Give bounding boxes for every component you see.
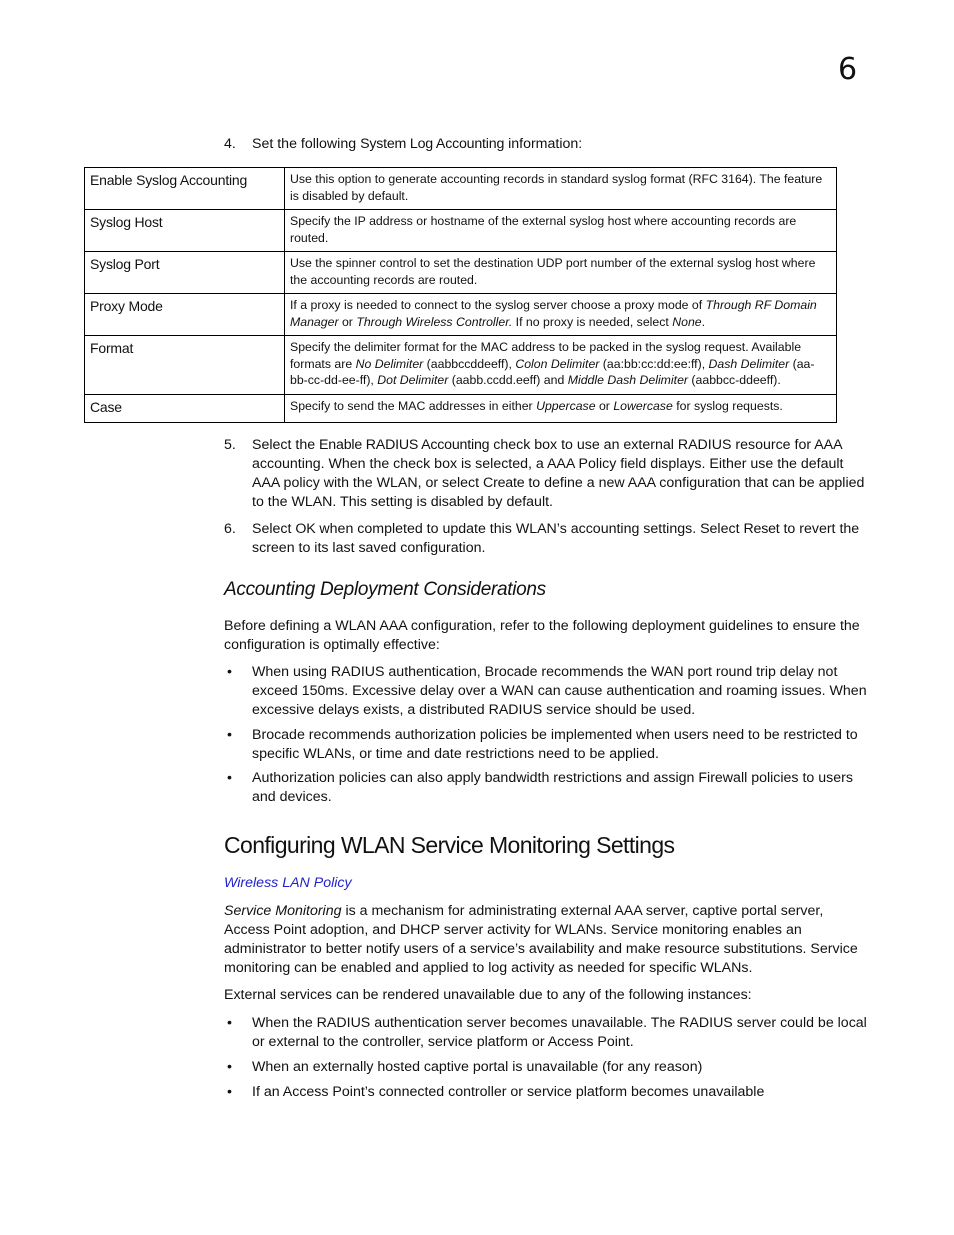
field-name: Format bbox=[85, 336, 285, 395]
list-item-text: Authorization policies can also apply bandwidth restrictions and assign Firewall policies to users and devices. bbox=[252, 770, 853, 805]
table-row bbox=[85, 210, 837, 252]
table-row bbox=[85, 294, 837, 336]
step-number: 6. bbox=[224, 521, 236, 537]
list-item-text: Brocade recommends authorization policies be implemented when users need to be restricted to specific WLANs, or time and date restrictions need to be applied. bbox=[252, 727, 858, 762]
field-description: Use the spinner control to set the destination UDP port number of the external syslog host where the accounting records are routed. bbox=[285, 252, 837, 294]
table-row bbox=[85, 252, 837, 294]
step-text bbox=[252, 520, 868, 558]
step-number: 4. bbox=[224, 136, 236, 152]
list-item-text: When an externally hosted captive portal is unavailable (for any reason) bbox=[252, 1059, 703, 1075]
field-description: Use this option to generate accounting records in standard syslog format (RFC 3164). The feature is disabled by default. bbox=[285, 168, 837, 210]
table-row bbox=[85, 395, 837, 423]
section-paragraph-1 bbox=[224, 902, 868, 978]
text-part: (aabbccddeeff), bbox=[423, 356, 516, 371]
step-text-part: to define a new AAA configuration that can be applied to the WLAN. This setting is disabled by default. bbox=[252, 475, 865, 510]
option-name: Through RF Domain Manager bbox=[290, 298, 817, 329]
field-name: Enable Syslog Accounting bbox=[85, 168, 285, 210]
text-part: (aabb.ccdd.eeff) and bbox=[448, 373, 568, 387]
text-part: . bbox=[701, 314, 706, 329]
text-part: (aabbcc-ddeeff). bbox=[688, 373, 781, 387]
paragraph-text: is a mechanism for administrating external AAA server, captive portal server, Access Point adoption, and DHCP server activity for WLANs. Service monitoring enables an administrator to better notify users of a service’s availability and make resource substitutions. Service monitoring can be enabled and applied to log activity as needed for specific WLANs. bbox=[224, 903, 858, 976]
step-text-part: check box to use an external RADIUS resource for AAA accounting. When the check box is selected, a AAA Policy field displays. Either use the default AAA policy with the WLAN, or select bbox=[252, 437, 844, 491]
option-name: Dash Delimiter bbox=[708, 356, 790, 371]
text-part: (aa-bb-cc-dd-ee-ff), bbox=[290, 356, 815, 387]
text-part: (aa:bb:cc:dd:ee:ff), bbox=[599, 356, 709, 371]
term-service-monitoring: Service Monitoring bbox=[224, 903, 342, 919]
option-name: No Delimiter bbox=[355, 356, 424, 371]
option-name: Colon Delimiter bbox=[515, 356, 600, 371]
step-text bbox=[252, 135, 868, 154]
text-part: If no proxy is needed, select bbox=[512, 314, 673, 329]
field-description: Specify the IP address or hostname of the external syslog host where accounting records are routed. bbox=[285, 210, 837, 252]
step-text-part: information: bbox=[504, 136, 583, 152]
field-description bbox=[285, 336, 837, 395]
text-part: Specify to send the MAC addresses in either bbox=[290, 399, 537, 413]
option-name: Uppercase bbox=[536, 399, 596, 413]
field-description bbox=[285, 294, 837, 336]
ui-label-system-log-accounting: System Log Accounting bbox=[360, 136, 505, 152]
bullet-glyph: • bbox=[227, 1015, 232, 1031]
bullet-glyph: • bbox=[227, 1084, 232, 1100]
field-description bbox=[285, 395, 837, 423]
option-name: Through Wireless Controller. bbox=[356, 314, 513, 329]
field-name: Syslog Port bbox=[85, 252, 285, 294]
bullet-glyph: • bbox=[227, 727, 232, 743]
list-item-text: When using RADIUS authentication, Brocade recommends the WAN port round trip delay not exceed 150ms. Excessive delay over a WAN can cause authentication and roaming issues. When excessive delays exists, a distributed RADIUS service should be used. bbox=[252, 664, 867, 718]
ui-label-reset: Reset bbox=[743, 521, 780, 537]
text-part: If a proxy is needed to connect to the syslog server choose a proxy mode of bbox=[290, 298, 706, 312]
step-text-part: to revert the screen to its last saved configuration. bbox=[252, 521, 860, 556]
chapter-number: 6 bbox=[838, 52, 858, 87]
step-text-part: Select the bbox=[252, 437, 320, 453]
field-name: Case bbox=[85, 395, 285, 423]
bullet-glyph: • bbox=[227, 664, 232, 680]
list-item-text: When the RADIUS authentication server becomes unavailable. The RADIUS server could be local or external to the controller, service platform or Access Point. bbox=[252, 1015, 867, 1050]
system-log-accounting-table bbox=[84, 167, 837, 423]
text-part: or bbox=[595, 399, 614, 413]
text-part: or bbox=[338, 314, 357, 329]
field-name: Syslog Host bbox=[85, 210, 285, 252]
step-text-part: Set the following bbox=[252, 136, 361, 152]
step-number: 5. bbox=[224, 437, 236, 453]
section-paragraph-2: External services can be rendered unavailable due to any of the following instances: bbox=[224, 987, 752, 1003]
step-text bbox=[252, 436, 868, 512]
field-name: Proxy Mode bbox=[85, 294, 285, 336]
step-text-part: when completed to update this WLAN’s accounting settings. Select bbox=[315, 521, 744, 537]
option-name: Dot Delimiter bbox=[377, 373, 449, 387]
option-name: None bbox=[672, 314, 702, 329]
ui-label-enable-radius-accounting: Enable RADIUS Accounting bbox=[319, 437, 490, 453]
section-title: Configuring WLAN Service Monitoring Settings bbox=[224, 832, 675, 858]
option-name: Middle Dash Delimiter bbox=[567, 373, 689, 387]
ui-label-create: Create bbox=[483, 475, 525, 491]
text-part: Specify the delimiter format for the MAC address to be packed in the syslog request. Available formats are bbox=[290, 340, 802, 371]
step-text-part: Select bbox=[252, 521, 296, 537]
bullet-glyph: • bbox=[227, 770, 232, 786]
subsection-title: Accounting Deployment Considerations bbox=[224, 579, 546, 600]
table-row bbox=[85, 336, 837, 395]
ui-label-ok: OK bbox=[295, 521, 316, 537]
wireless-lan-policy-link[interactable]: Wireless LAN Policy bbox=[224, 875, 352, 891]
list-item-text: If an Access Point’s connected controller or service platform becomes unavailable bbox=[252, 1084, 765, 1100]
subsection-intro: Before defining a WLAN AAA configuration, refer to the following deployment guidelines to ensure the configuration is optimally effective: bbox=[224, 618, 860, 653]
table-row bbox=[85, 168, 837, 210]
option-name: Lowercase bbox=[613, 399, 673, 413]
text-part: for syslog requests. bbox=[672, 399, 783, 413]
bullet-glyph: • bbox=[227, 1059, 232, 1075]
